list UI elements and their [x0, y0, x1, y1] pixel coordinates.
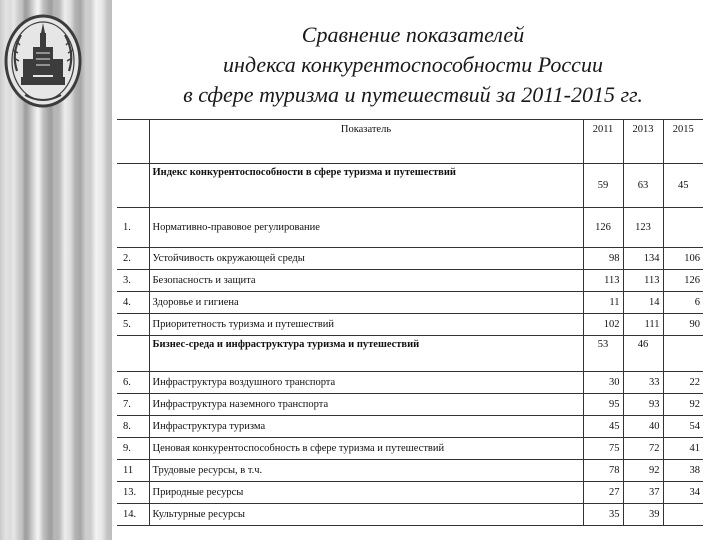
table-row-number: 9. — [117, 438, 149, 460]
table-row — [117, 460, 703, 482]
table-row-number: 13. — [117, 482, 149, 504]
table-row — [117, 270, 703, 292]
table-cell-2013: 33 — [623, 372, 663, 394]
title-line-3: в сфере туризма и путешествий за 2011-2015 гг. — [183, 82, 643, 107]
table-cell-2015: 126 — [663, 270, 703, 292]
table-row-label: Инфраструктура наземного транспорта — [149, 394, 583, 416]
table-cell-2011: 95 — [583, 394, 623, 416]
table-row-number — [117, 336, 149, 372]
table-row — [117, 438, 703, 460]
table-cell-2015 — [663, 504, 703, 526]
table-row — [117, 208, 703, 248]
index-row-label: Индекс конкурентоспособности в сфере туризма и путешествий — [149, 164, 583, 208]
table-row-label: Устойчивость окружающей среды — [149, 248, 583, 270]
table-cell-2013: 93 — [623, 394, 663, 416]
table-row — [117, 416, 703, 438]
table-row-label: Трудовые ресурсы, в т.ч. — [149, 460, 583, 482]
business-row — [117, 336, 703, 372]
table-row-number: 1. — [117, 208, 149, 248]
table-cell-2011: 75 — [583, 438, 623, 460]
header-year-2015: 2015 — [663, 120, 703, 164]
title-line-1: Сравнение показателей — [301, 22, 525, 47]
header-indicator: Показатель — [149, 120, 583, 164]
table-cell-2013: 72 — [623, 438, 663, 460]
table-row-label: Инфраструктура туризма — [149, 416, 583, 438]
table-cell-2015: 54 — [663, 416, 703, 438]
header-year-2013: 2013 — [623, 120, 663, 164]
table-cell-2011: 30 — [583, 372, 623, 394]
table-cell-2013: 111 — [623, 314, 663, 336]
table-cell-2011: 78 — [583, 460, 623, 482]
table-cell-2011: 11 — [583, 292, 623, 314]
header-number-cell — [117, 120, 149, 164]
table-cell-2015: 90 — [663, 314, 703, 336]
table-row-number: 6. — [117, 372, 149, 394]
table-row-label: Нормативно-правовое регулирование — [149, 208, 583, 248]
table-row-label: Приоритетность туризма и путешествий — [149, 314, 583, 336]
table-cell-2011: 113 — [583, 270, 623, 292]
table-cell-2013: 113 — [623, 270, 663, 292]
indicator-table-sheet — [117, 119, 703, 549]
index-row-2015: 45 — [663, 164, 703, 208]
table-header-row — [117, 120, 703, 164]
table-cell-2013: 39 — [623, 504, 663, 526]
index-row-2011: 59 — [583, 164, 623, 208]
table-row-number: 3. — [117, 270, 149, 292]
table-cell-2015: 6 — [663, 292, 703, 314]
indicator-table — [117, 119, 703, 526]
business-row-label: Бизнес-среда и инфраструктура туризма и путешествий — [149, 336, 583, 372]
table-cell-2011: 98 — [583, 248, 623, 270]
table-cell-2015 — [663, 208, 703, 248]
table-row — [117, 292, 703, 314]
table-row-number: 7. — [117, 394, 149, 416]
table-row — [117, 314, 703, 336]
business-row-2013: 46 — [623, 336, 663, 372]
decorative-sidebar — [0, 0, 112, 540]
table-row-number: 14. — [117, 504, 149, 526]
table-cell-2015: 22 — [663, 372, 703, 394]
table-row — [117, 482, 703, 504]
table-cell-2015: 34 — [663, 482, 703, 504]
table-cell-2013: 92 — [623, 460, 663, 482]
university-emblem-icon — [3, 13, 83, 109]
business-row-2011: 53 — [583, 336, 623, 372]
table-row — [117, 504, 703, 526]
table-row — [117, 394, 703, 416]
table-row-label: Здоровье и гигиена — [149, 292, 583, 314]
table-row — [117, 248, 703, 270]
table-cell-2013: 134 — [623, 248, 663, 270]
table-cell-2015: 41 — [663, 438, 703, 460]
table-row-label: Безопасность и защита — [149, 270, 583, 292]
table-cell-2015: 106 — [663, 248, 703, 270]
table-cell-2011: 126 — [583, 208, 623, 248]
table-row-number: 8. — [117, 416, 149, 438]
index-row-2013: 63 — [623, 164, 663, 208]
title-line-2: индекса конкурентоспособности России — [223, 52, 603, 77]
table-cell-2013: 40 — [623, 416, 663, 438]
table-row-number: 11 — [117, 460, 149, 482]
table-cell-2015: 92 — [663, 394, 703, 416]
header-year-2011: 2011 — [583, 120, 623, 164]
table-row-label: Культурные ресурсы — [149, 504, 583, 526]
slide-title — [118, 20, 708, 110]
table-row-label: Инфраструктура воздушного транспорта — [149, 372, 583, 394]
table-cell-2015: 38 — [663, 460, 703, 482]
table-cell-2013: 123 — [623, 208, 663, 248]
table-row-label: Ценовая конкурентоспособность в сфере туризма и путешествий — [149, 438, 583, 460]
table-row-label: Природные ресурсы — [149, 482, 583, 504]
business-row-2015 — [663, 336, 703, 372]
table-cell-2011: 102 — [583, 314, 623, 336]
table-cell-2011: 45 — [583, 416, 623, 438]
table-cell-2013: 37 — [623, 482, 663, 504]
table-cell-2013: 14 — [623, 292, 663, 314]
table-row-number: 5. — [117, 314, 149, 336]
table-cell-2011: 27 — [583, 482, 623, 504]
table-row — [117, 372, 703, 394]
index-row — [117, 164, 703, 208]
table-row-number: 2. — [117, 248, 149, 270]
table-cell-2011: 35 — [583, 504, 623, 526]
table-row-number — [117, 164, 149, 208]
table-row-number: 4. — [117, 292, 149, 314]
